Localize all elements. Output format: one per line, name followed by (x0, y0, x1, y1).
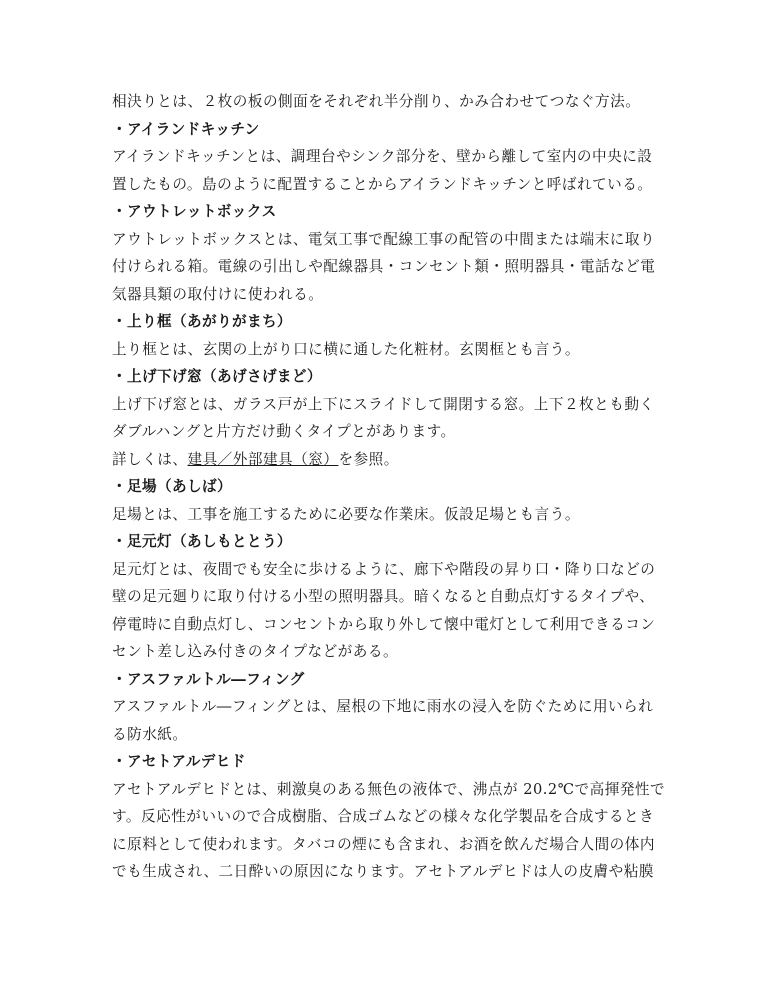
body-text-line: 壁の足元廻りに取り付ける小型の照明器具。暗くなると自動点灯するタイプや、 (112, 588, 655, 605)
body-text-line: アスファルトル―フィングとは、屋根の下地に雨水の浸入を防ぐために用いられ (112, 698, 654, 715)
reference-line (112, 446, 660, 474)
body-text-line: 相決りとは、２枚の板の側面をそれぞれ半分削り、かみ合わせてつなぐ方法。 (112, 93, 641, 110)
reference-link[interactable]: 建具／外部建具（窓） (187, 450, 339, 468)
body-text-line: アウトレットボックスとは、電気工事で配線工事の配管の中間または端末に取り (112, 230, 656, 248)
term-heading: ・アイランドキッチン (112, 120, 260, 138)
reference-prefix: 詳しくは、 (112, 450, 188, 468)
term-heading: ・上げ下げ窓（あげさげまど） (112, 368, 322, 385)
reference-suffix: を参照。 (338, 450, 399, 468)
body-text-line: 足元灯とは、夜間でも安全に歩けるように、廊下や階段の昇り口・降り口などの (112, 560, 656, 578)
term-heading: ・上り框（あがりがまち） (112, 313, 292, 330)
body-text-line: に原料として使われます。タバコの煙にも含まれ、お酒を飲んだ場合人間の体内 (112, 835, 655, 853)
body-text-line: セント差し込み付きのタイプなどがある。 (112, 643, 399, 660)
body-text-line: 停電時に自動点灯し、コンセントから取り外して懐中電灯として利用できるコン (112, 615, 656, 633)
body-text-line: す。反応性がいいので合成樹脂、合成ゴムなどの様々な化学製品を合成するとき (112, 808, 655, 825)
body-text-line: 置したもの。島のように配置することからアイランドキッチンと呼ばれている。 (112, 175, 653, 193)
term-heading: ・アスファルトル―フィング (112, 670, 305, 688)
term-heading: ・足場（あしば） (112, 478, 232, 495)
term-heading: ・アウトレットボックス (112, 203, 277, 220)
body-text-line: 足場とは、工事を施工するために必要な作業床。仮設足場とも言う。 (112, 505, 580, 523)
document-body (112, 88, 666, 886)
body-text-line: る防水紙。 (112, 725, 188, 743)
body-text-line: でも生成され、二日酔いの原因になります。アセトアルデヒドは人の皮膚や粘膜 (112, 863, 654, 880)
body-text-line: 上り框とは、玄関の上がり口に横に通した化粧材。玄関框とも言う。 (112, 340, 580, 358)
body-text-line: 付けられる箱。電線の引出しや配線器具・コンセント類・照明器具・電話など電 (112, 258, 656, 275)
body-text-line: アイランドキッチンとは、調理台やシンク部分を、壁から離して室内の中央に設 (112, 148, 653, 165)
body-text-line: 気器具類の取付けに使われる。 (112, 285, 324, 303)
term-heading: ・アセトアルデヒド (112, 753, 246, 770)
term-heading: ・足元灯（あしもととう） (112, 533, 292, 550)
body-text-line: ダブルハングと片方だけ動くタイプとがあります。 (112, 423, 456, 440)
body-text-line: アセトアルデヒドとは、刺激臭のある無色の液体で、沸点が 20.2℃で高揮発性で (112, 780, 666, 798)
body-text-line: 上げ下げ窓とは、ガラス戸が上下にスライドして開閉する窓。上下２枚とも動く (112, 395, 655, 413)
